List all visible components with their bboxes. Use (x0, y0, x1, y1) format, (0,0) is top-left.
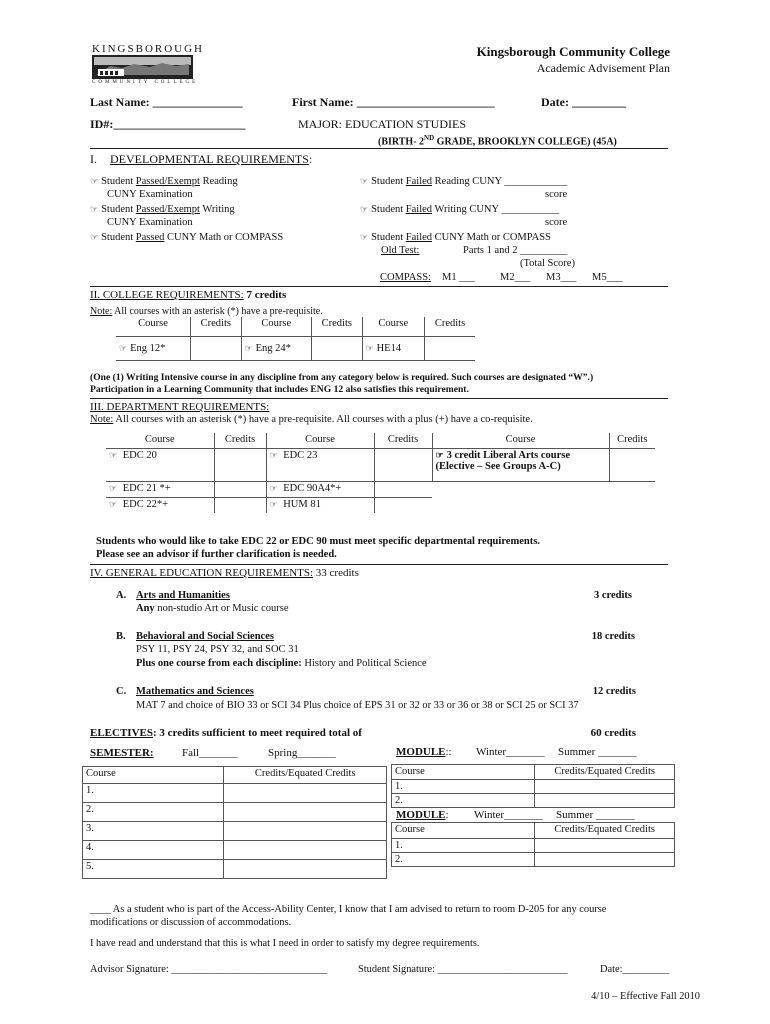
course-edc21: ☞ EDC 21 *+ (106, 481, 214, 497)
dev-left-1: ☞ Student Passed/Exempt Reading (90, 176, 238, 187)
gened-c-title: Mathematics and Sciences (136, 686, 254, 697)
college-req-credits: 7 credits (246, 289, 287, 301)
gened-a-label: A. (116, 590, 127, 601)
last-name-field[interactable]: Last Name: _______________ (90, 95, 243, 109)
course-text: EDC 21 *+ (122, 482, 171, 494)
course-text: HE14 (376, 342, 402, 354)
text-u: Passed/Exempt (135, 204, 200, 215)
row-num[interactable]: 2. (392, 794, 535, 808)
plan-title: Academic Advisement Plan (536, 61, 670, 75)
text: Student (101, 176, 136, 187)
gened-c-credits: 12 credits (592, 686, 636, 697)
total-score-label: (Total Score) (520, 258, 575, 269)
major-sub-b: GRADE, BROOKLYN COLLEGE) (45A) (434, 136, 617, 148)
course-text: Eng 24* (255, 342, 291, 354)
dept-heading: III. DEPARTMENT REQUIREMENTS: (90, 401, 270, 413)
module-colon: :: (445, 746, 452, 758)
dept-note-2: Students who would like to take EDC 22 or EDC 90 must meet specific departmental requirements. (96, 536, 540, 547)
winter-field-1[interactable]: Winter_______ (476, 746, 545, 758)
gened-heading-text: IV. GENERAL EDUCATION REQUIREMENTS: (90, 567, 314, 579)
old-test-label: Old Test: (381, 245, 420, 256)
text-u: Passed/Exempt (135, 176, 200, 187)
electives-label: ELECTIVES (90, 727, 153, 739)
dev-heading-colon: : (308, 152, 313, 166)
course-text: EDC 20 (122, 449, 157, 461)
col-credits: Credits (374, 433, 432, 448)
course-eng24: ☞ Eng 24* (241, 336, 312, 360)
text: CUNY Math or COMPASS (164, 232, 284, 243)
credits-cell[interactable] (374, 497, 432, 513)
effective-date: 4/10 – Effective Fall 2010 (591, 991, 700, 1002)
col-credits: Credits/Equated Credits (224, 767, 387, 784)
module-text: MODULE (396, 809, 446, 821)
credits-cell[interactable] (374, 481, 432, 497)
text: CUNY Math or COMPASS (432, 232, 551, 243)
credits-cell[interactable] (224, 803, 387, 822)
gened-a-credits: 3 credits (593, 590, 632, 601)
credits-cell[interactable] (609, 448, 655, 481)
dev-heading-num: I. (90, 152, 97, 166)
col-course: Course (432, 433, 609, 448)
course-edc20: ☞ EDC 20 (106, 448, 214, 481)
divider-line (90, 564, 668, 565)
gened-c-desc: MAT 7 and choice of BIO 33 or SCI 34 Plus choice of EPS 31 or 32 or 33 or 36 or 38 or SCI 25 or SCI 37 (136, 700, 579, 711)
date-field[interactable]: Date: _________ (541, 95, 626, 109)
row-num[interactable]: 1. (392, 839, 535, 853)
module-1-table (391, 764, 675, 808)
col-course: Course (241, 317, 312, 336)
row-num[interactable]: 5. (83, 860, 224, 879)
credits-cell[interactable] (191, 336, 241, 360)
dev-heading (90, 152, 312, 167)
text-u: Passed (135, 232, 165, 243)
semester-label: SEMESTER: (90, 747, 154, 759)
learning-community-note: Participation in a Learning Community that includes ENG 12 also satisfies this requirement. (90, 384, 469, 395)
credits-cell[interactable] (535, 794, 675, 808)
text: Student (371, 232, 406, 243)
electives-total: 60 credits (590, 727, 636, 739)
course-edc90a4: ☞ EDC 90A4*+ (266, 481, 374, 497)
text: non-studio Art or Music course (154, 603, 289, 614)
m3-field[interactable]: M3___ (546, 272, 577, 283)
gened-b-title: Behavioral and Social Sciences (136, 631, 274, 642)
major-subtitle (378, 134, 617, 147)
credits-cell[interactable] (425, 336, 475, 360)
col-course: Course (266, 433, 374, 448)
credits-cell[interactable] (214, 497, 266, 513)
dev-right-1b: score (545, 189, 568, 200)
empty-cell (609, 481, 655, 497)
module-colon: : (445, 809, 449, 821)
module-text: MODULE (396, 746, 446, 758)
major-sub-a: (BIRTH- 2 (378, 136, 425, 148)
advisor-signature[interactable]: Advisor Signature: ______________________________ (90, 964, 328, 975)
col-credits: Credits (191, 317, 241, 336)
col-credits: Credits (312, 317, 362, 336)
course-hum81: ☞ HUM 81 (266, 497, 374, 513)
gened-b-label: B. (116, 631, 126, 642)
course-text: EDC 23 (283, 449, 318, 461)
logo-subtitle: COMMUNITY COLLEGE (92, 80, 199, 85)
course-edc22: ☞ EDC 22*+ (106, 497, 214, 513)
dev-left-1b: CUNY Examination (107, 189, 193, 200)
text: Student (371, 204, 406, 215)
col-course: Course (116, 317, 191, 336)
text: Reading (199, 176, 238, 187)
col-credits: Credits (214, 433, 266, 448)
text: Reading CUNY ____________ (432, 176, 568, 187)
parts-field[interactable]: Parts 1 and 2 _________ (463, 245, 568, 256)
text-bold: Any (136, 603, 155, 614)
divider-line (90, 398, 668, 399)
first-name-field[interactable]: First Name: _______________________ (292, 95, 495, 109)
col-course: Course (83, 767, 224, 784)
col-course: Course (392, 765, 535, 780)
divider-line (90, 286, 668, 287)
empty-cell (432, 481, 609, 497)
empty-cell (432, 497, 609, 513)
text-u: Failed (405, 232, 433, 243)
row-num[interactable]: 4. (83, 841, 224, 860)
gened-a-title: Arts and Humanities (136, 590, 230, 601)
row-num[interactable]: 3. (83, 822, 224, 841)
semester-table (82, 766, 387, 879)
course-eng12: ☞ Eng 12* (116, 336, 191, 360)
credits-cell[interactable] (224, 784, 387, 803)
credits-cell[interactable] (214, 448, 266, 481)
dept-note (90, 414, 533, 425)
gened-a-desc (136, 603, 289, 614)
credits-cell[interactable] (214, 481, 266, 497)
college-name: Kingsborough Community College (476, 44, 670, 59)
spring-field[interactable]: Spring_______ (268, 747, 336, 759)
credits-cell[interactable] (535, 853, 675, 867)
course-text: 3 credit Liberal Arts course (446, 449, 571, 461)
text: History and Political Science (301, 658, 427, 669)
row-num[interactable]: 2. (392, 853, 535, 867)
id-field[interactable]: ID#:______________________ (90, 117, 246, 131)
access-ability-note-2: modifications or discussion of accommodations. (90, 917, 292, 928)
gened-b-credits: 18 credits (591, 631, 635, 642)
m5-field[interactable]: M5___ (592, 272, 623, 283)
m1-field[interactable]: M1 ___ (442, 272, 475, 283)
credits-cell[interactable] (535, 780, 675, 794)
logo-wordmark: KINGSBOROUGH (92, 43, 205, 55)
text-bold: Plus one course from each discipline: (136, 658, 302, 669)
course-liberal-arts: ☞ 3 credit Liberal Arts course (Elective – See Groups A-C) (432, 448, 609, 481)
dev-left-3: ☞ Student Passed CUNY Math or COMPASS (90, 232, 284, 243)
col-course: Course (106, 433, 214, 448)
dev-right-3: ☞ Student Failed CUNY Math or COMPASS (360, 232, 551, 243)
college-req-table (116, 317, 475, 361)
course-text: (Elective – See Groups A-C) (435, 460, 561, 472)
acknowledgement: I have read and understand that this is what I need in order to satisfy my degree requirements. (90, 938, 480, 949)
college-req-heading-text: II. COLLEGE REQUIREMENTS: (90, 289, 244, 301)
credits-cell[interactable] (224, 822, 387, 841)
credits-cell[interactable] (224, 860, 387, 879)
signature-date[interactable]: Date:_________ (600, 964, 670, 975)
credits-cell[interactable] (535, 839, 675, 853)
dev-left-2: ☞ Student Passed/Exempt Writing (90, 204, 235, 215)
course-text: HUM 81 (283, 498, 321, 510)
module-2-label (396, 809, 449, 821)
note-label: Note: (90, 306, 113, 317)
major-sub-sup: ND (424, 134, 435, 142)
dev-heading-text: DEVELOPMENTAL REQUIREMENTS (110, 152, 309, 166)
gened-b-desc-2 (136, 658, 427, 669)
text-u: Failed (405, 176, 433, 187)
text: Student (371, 176, 406, 187)
electives-line (90, 727, 362, 739)
col-course: Course (392, 823, 535, 839)
text: Writing CUNY ___________ (432, 204, 560, 215)
note-text: All courses with an asterisk (*) have a pre-requisite. All courses with a plus (+) have a co-requisite. (113, 414, 533, 425)
col-credits: Credits (425, 317, 475, 336)
credits-cell[interactable] (224, 841, 387, 860)
compass-label: COMPASS: (380, 272, 431, 283)
text: Student (101, 204, 136, 215)
summer-field-1[interactable]: Summer _______ (558, 746, 637, 758)
dev-left-2b: CUNY Examination (107, 217, 193, 228)
dev-right-2: ☞ Student Failed Writing CUNY ___________ (360, 204, 560, 215)
college-req-note (90, 306, 323, 317)
college-req-heading (90, 289, 286, 301)
gened-heading (90, 567, 359, 579)
text: Student (101, 232, 136, 243)
col-credits: Credits/Equated Credits (535, 765, 675, 780)
course-edc23: ☞ EDC 23 (266, 448, 374, 481)
student-signature[interactable]: Student Signature: _________________________ (358, 964, 568, 975)
writing-intensive-note: (One (1) Writing Intensive course in any discipline from any category below is required. Such courses are designated “W”.) (90, 372, 594, 383)
dept-note-3: Please see an advisor if further clarification is needed. (96, 549, 337, 560)
note-label: Note: (90, 414, 114, 425)
dept-table (106, 433, 655, 513)
electives-text: : 3 credits sufficient to meet required total of (152, 727, 362, 739)
building-logo-icon (92, 55, 193, 79)
gened-credits: 33 credits (315, 567, 359, 579)
note-text: All courses with an asterisk (*) have a pre-requisite. (112, 306, 323, 317)
module-2-table (391, 822, 675, 867)
access-ability-note-1: ____ As a student who is part of the Access-Ability Center, I know that I am advised to return to room D-205 for any course (90, 904, 607, 915)
col-course: Course (362, 317, 425, 336)
module-1-label (396, 746, 452, 758)
course-text: EDC 22*+ (122, 498, 168, 510)
row-num[interactable]: 2. (83, 803, 224, 822)
course-text: Eng 12* (130, 342, 166, 354)
col-credits: Credits/Equated Credits (535, 823, 675, 839)
summer-field-2[interactable]: Summer _______ (556, 809, 635, 821)
row-num[interactable]: 1. (392, 780, 535, 794)
course-he14: ☞ HE14 (362, 336, 425, 360)
credits-cell[interactable] (374, 448, 432, 481)
college-logo (92, 55, 193, 79)
credits-cell[interactable] (312, 336, 362, 360)
text: Writing (199, 204, 235, 215)
row-num[interactable]: 1. (83, 784, 224, 803)
text-u: Failed (405, 204, 433, 215)
gened-c-label: C. (116, 686, 127, 697)
major-title: MAJOR: EDUCATION STUDIES (298, 117, 467, 131)
m2-field[interactable]: M2___ (500, 272, 531, 283)
gened-b-desc-1: PSY 11, PSY 24, PSY 32, and SOC 31 (136, 644, 299, 655)
course-text: EDC 90A4*+ (283, 482, 342, 494)
divider-line (90, 148, 668, 149)
empty-cell (609, 497, 655, 513)
winter-field-2[interactable]: Winter_______ (474, 809, 543, 821)
dev-right-1: ☞ Student Failed Reading CUNY ____________ (360, 176, 568, 187)
fall-field[interactable]: Fall_______ (182, 747, 238, 759)
dev-right-2b: score (545, 217, 568, 228)
col-credits: Credits (609, 433, 655, 448)
